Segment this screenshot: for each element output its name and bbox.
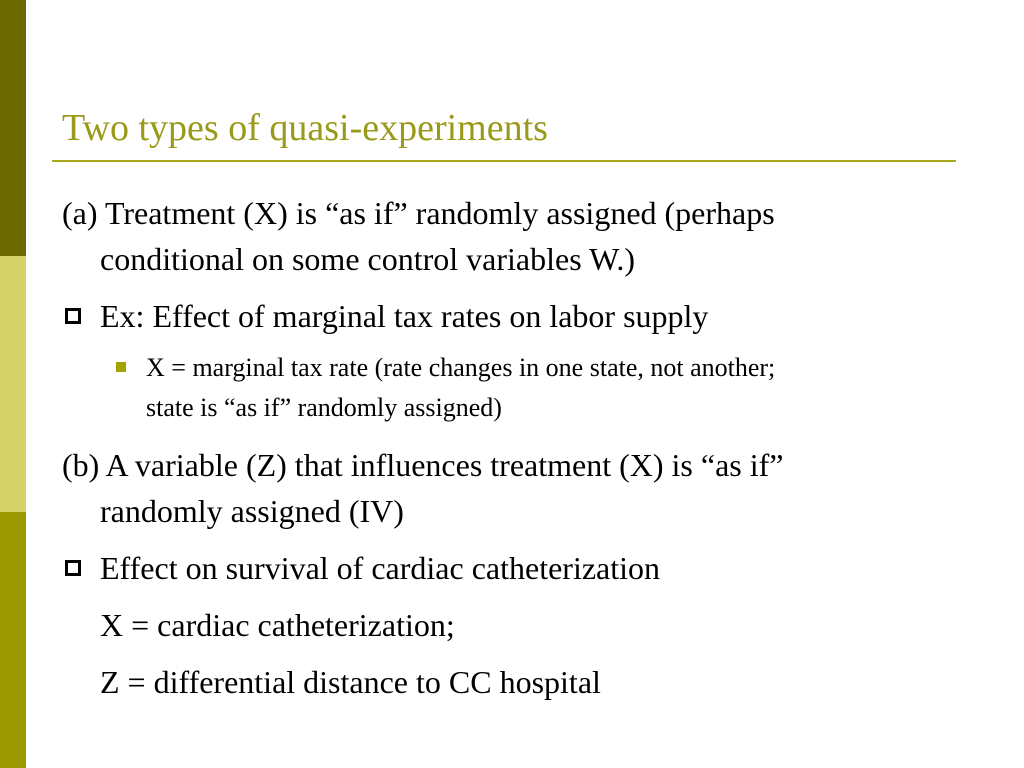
example-2-text: Effect on survival of cardiac catheterization bbox=[100, 550, 661, 586]
sub-item-line2: state is “as if” randomly assigned) bbox=[146, 393, 502, 422]
sub-item-line1: X = marginal tax rate (rate changes in one state, not another; bbox=[146, 353, 776, 382]
sidebar-band-top bbox=[0, 0, 26, 256]
hollow-square-icon bbox=[65, 560, 81, 576]
item-b-line1: (b) A variable (Z) that influences treatment (X) is “as if” bbox=[62, 447, 784, 483]
hollow-square-icon bbox=[65, 308, 81, 324]
item-a-line2: conditional on some control variables W.) bbox=[100, 241, 635, 277]
x-definition: X = cardiac catheterization; bbox=[100, 607, 455, 643]
slide-title: Two types of quasi-experiments bbox=[62, 107, 548, 149]
item-b-line2: randomly assigned (IV) bbox=[100, 493, 404, 529]
title-divider bbox=[52, 160, 956, 162]
item-a-line1: (a) Treatment (X) is “as if” randomly assigned (perhaps bbox=[62, 195, 775, 231]
z-definition: Z = differential distance to CC hospital bbox=[100, 664, 601, 700]
sidebar-band-bottom bbox=[0, 512, 26, 768]
solid-square-icon bbox=[116, 362, 126, 372]
example-1-text: Ex: Effect of marginal tax rates on labor supply bbox=[100, 298, 709, 334]
sidebar-band-middle bbox=[0, 256, 26, 512]
